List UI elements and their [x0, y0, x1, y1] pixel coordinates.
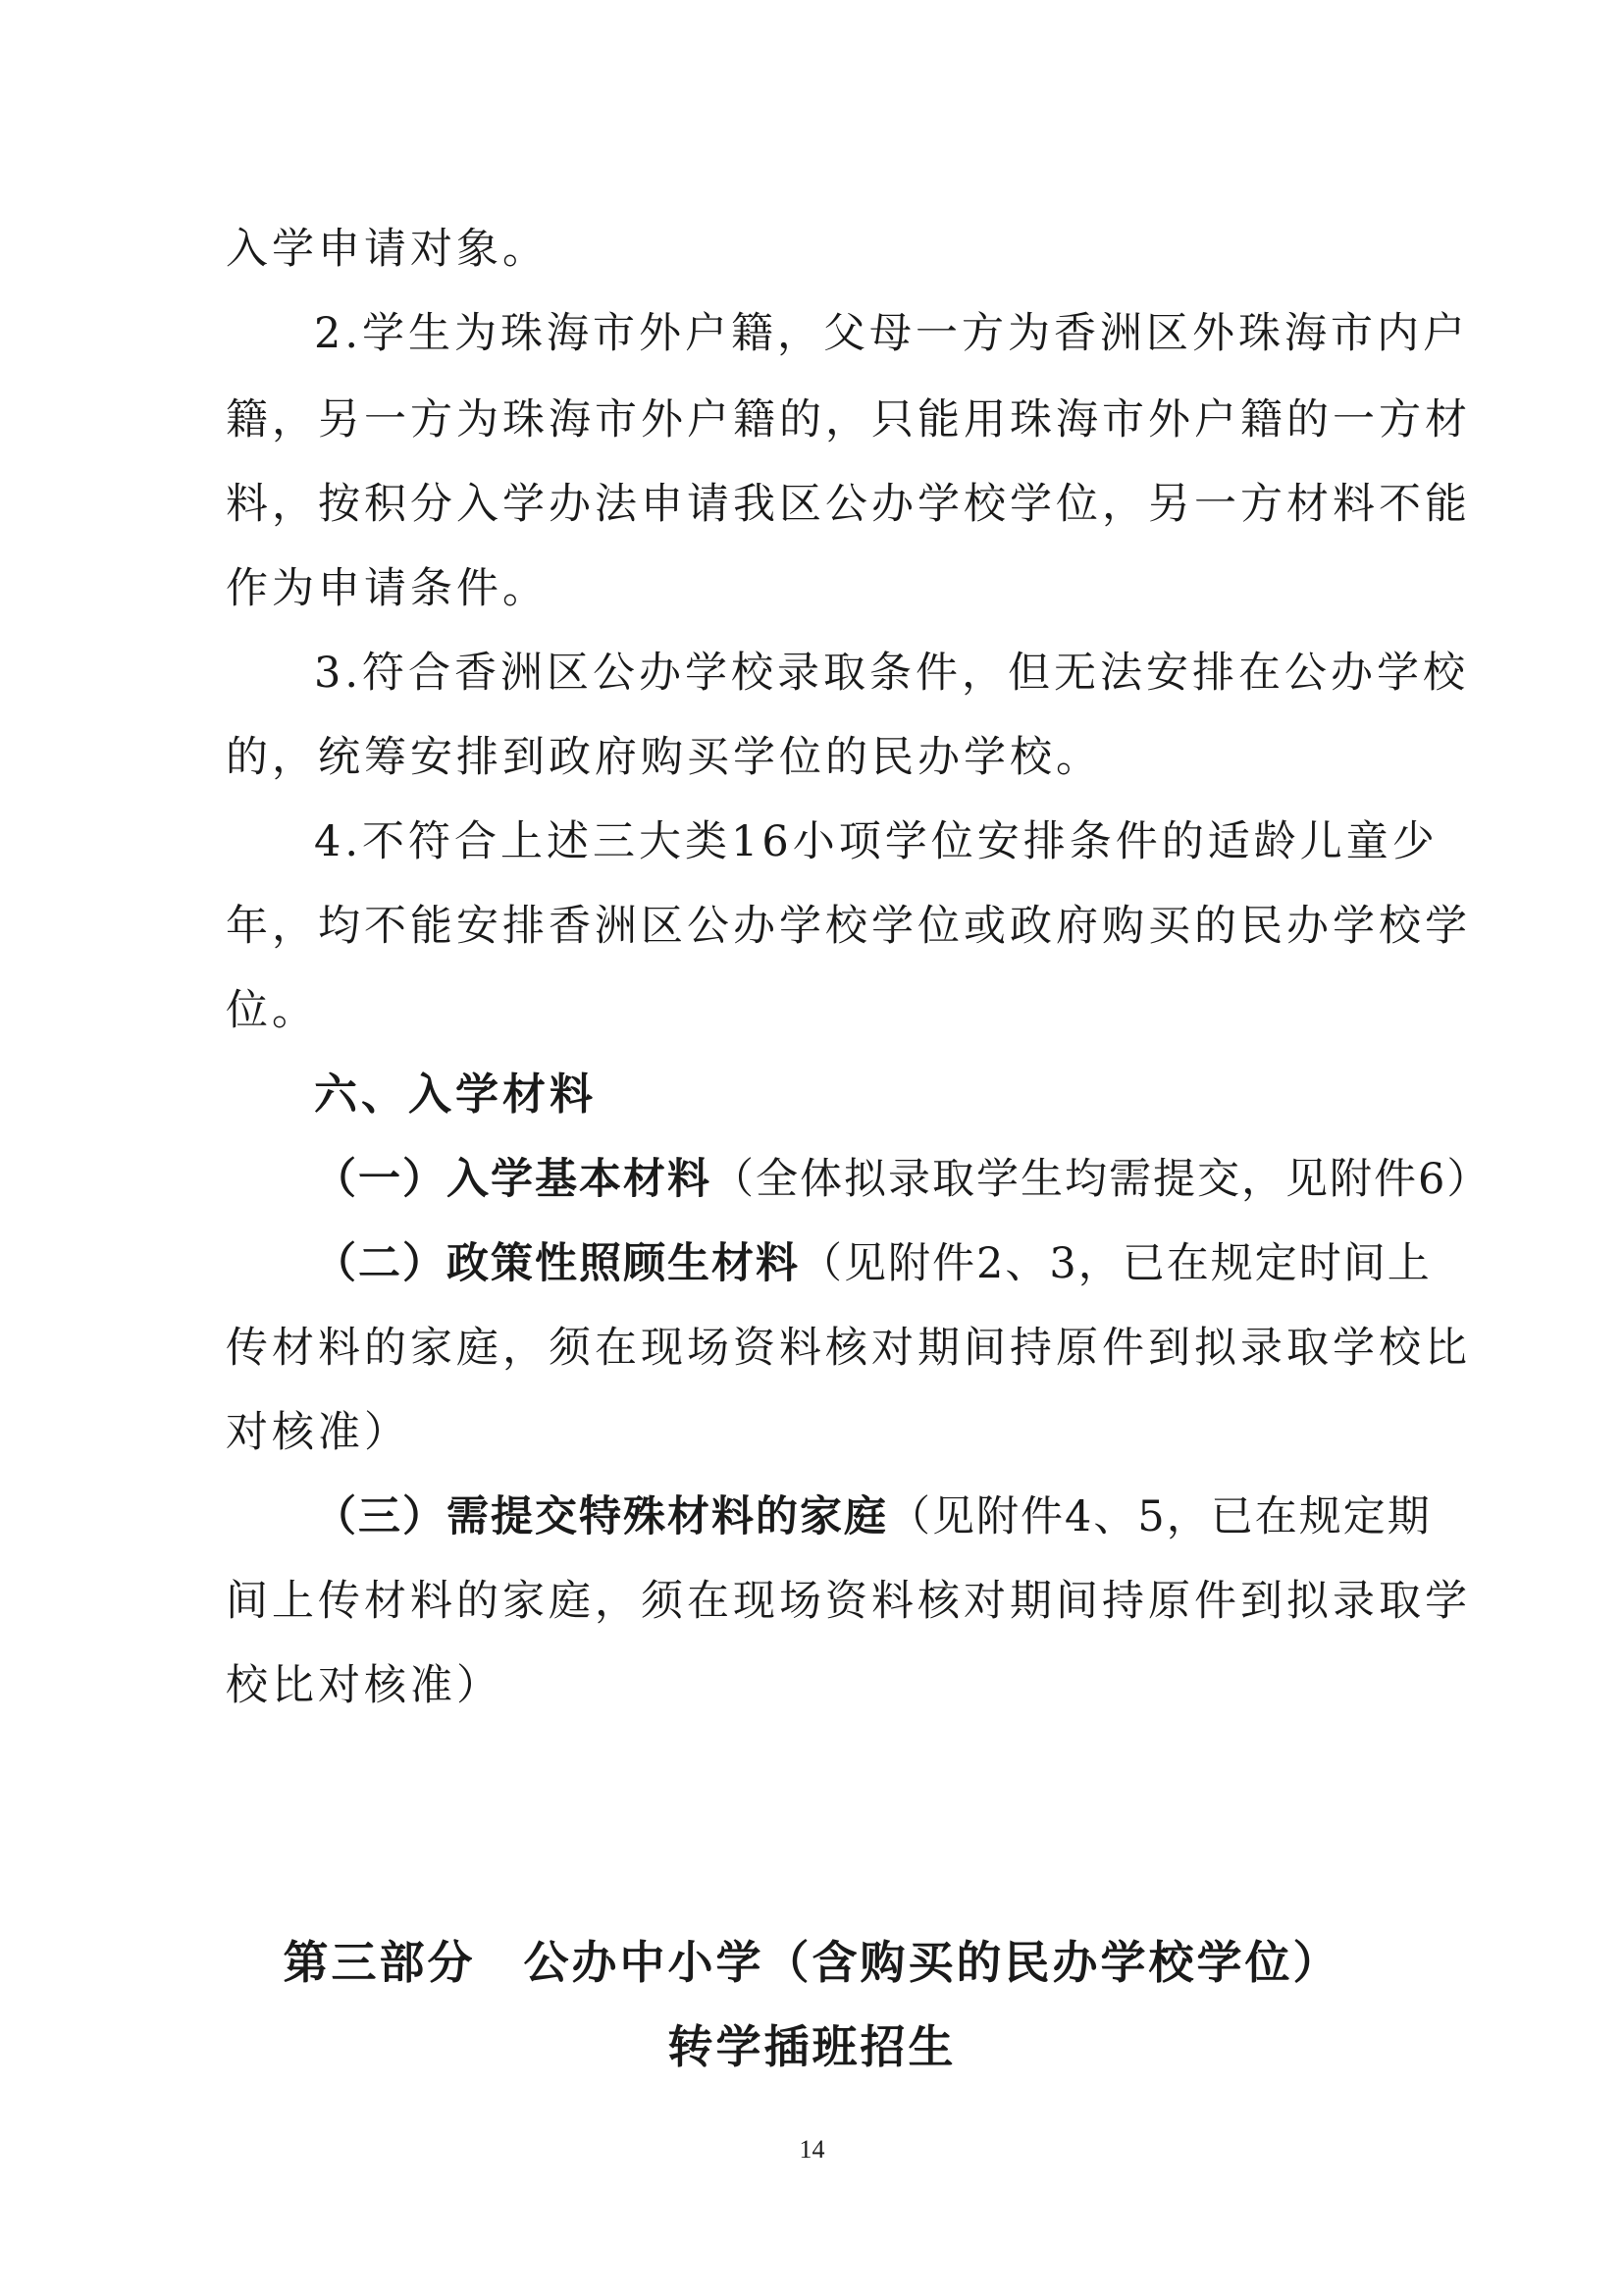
- item2-line2: 籍，另一方为珠海市外户籍的，只能用珠海市外户籍的一方材: [226, 395, 1471, 444]
- sub3-line1: [314, 1491, 1432, 1542]
- item3-line1: 3.符合香洲区公办学校录取条件，但无法安排在公办学校: [314, 649, 1470, 698]
- item2-line4: 作为申请条件。: [226, 564, 549, 613]
- item2-line1: 2.学生为珠海市外户籍，父母一方为香洲区外珠海市内户: [314, 309, 1470, 358]
- sub3-title: （三）需提交特殊材料的家庭: [314, 1492, 888, 1541]
- item3-line2: 的，统筹安排到政府购买学位的民办学校。: [226, 733, 1102, 782]
- part-title-line1: 第三部分 公办中小学（含购买的民办学校学位）: [283, 1936, 1341, 1989]
- sub3-line2: 间上传材料的家庭，须在现场资料核对期间持原件到拟录取学: [226, 1577, 1471, 1626]
- sub2-note-line1: （见附件2、3，已在规定时间上: [800, 1239, 1432, 1288]
- sub1-note: （全体拟录取学生均需提交，见附件6）: [711, 1155, 1492, 1204]
- paragraph-continuation: [226, 224, 1413, 275]
- section-heading-materials: 六、入学材料: [314, 1070, 597, 1120]
- sub3-note-line1: （见附件4、5，已在规定期: [888, 1492, 1432, 1541]
- sub2-line2: 传材料的家庭，须在现场资料核对期间持原件到拟录取学校比: [226, 1324, 1471, 1373]
- sub2-line1: [314, 1238, 1432, 1289]
- page-number: 14: [799, 2135, 825, 2164]
- sub2-title: （二）政策性照顾生材料: [314, 1239, 800, 1288]
- item4-line2: 年，均不能安排香洲区公办学校学位或政府购买的民办学校学: [226, 902, 1471, 951]
- sub1-line: [314, 1154, 1492, 1205]
- item4-line3: 位。: [226, 986, 318, 1035]
- sub1-title: （一）入学基本材料: [314, 1155, 711, 1204]
- sub3-line3: 校比对核准）: [226, 1661, 502, 1710]
- part-title-line2: 转学插班招生: [667, 2020, 957, 2073]
- sub2-line3: 对核准）: [226, 1408, 410, 1457]
- item2-line3: 料，按积分入学办法申请我区公办学校学位，另一方材料不能: [226, 480, 1471, 529]
- continuation-text: 入学申请对象。: [226, 225, 549, 274]
- item4-line1: 4.不符合上述三大类16小项学位安排条件的适龄儿童少: [314, 817, 1439, 866]
